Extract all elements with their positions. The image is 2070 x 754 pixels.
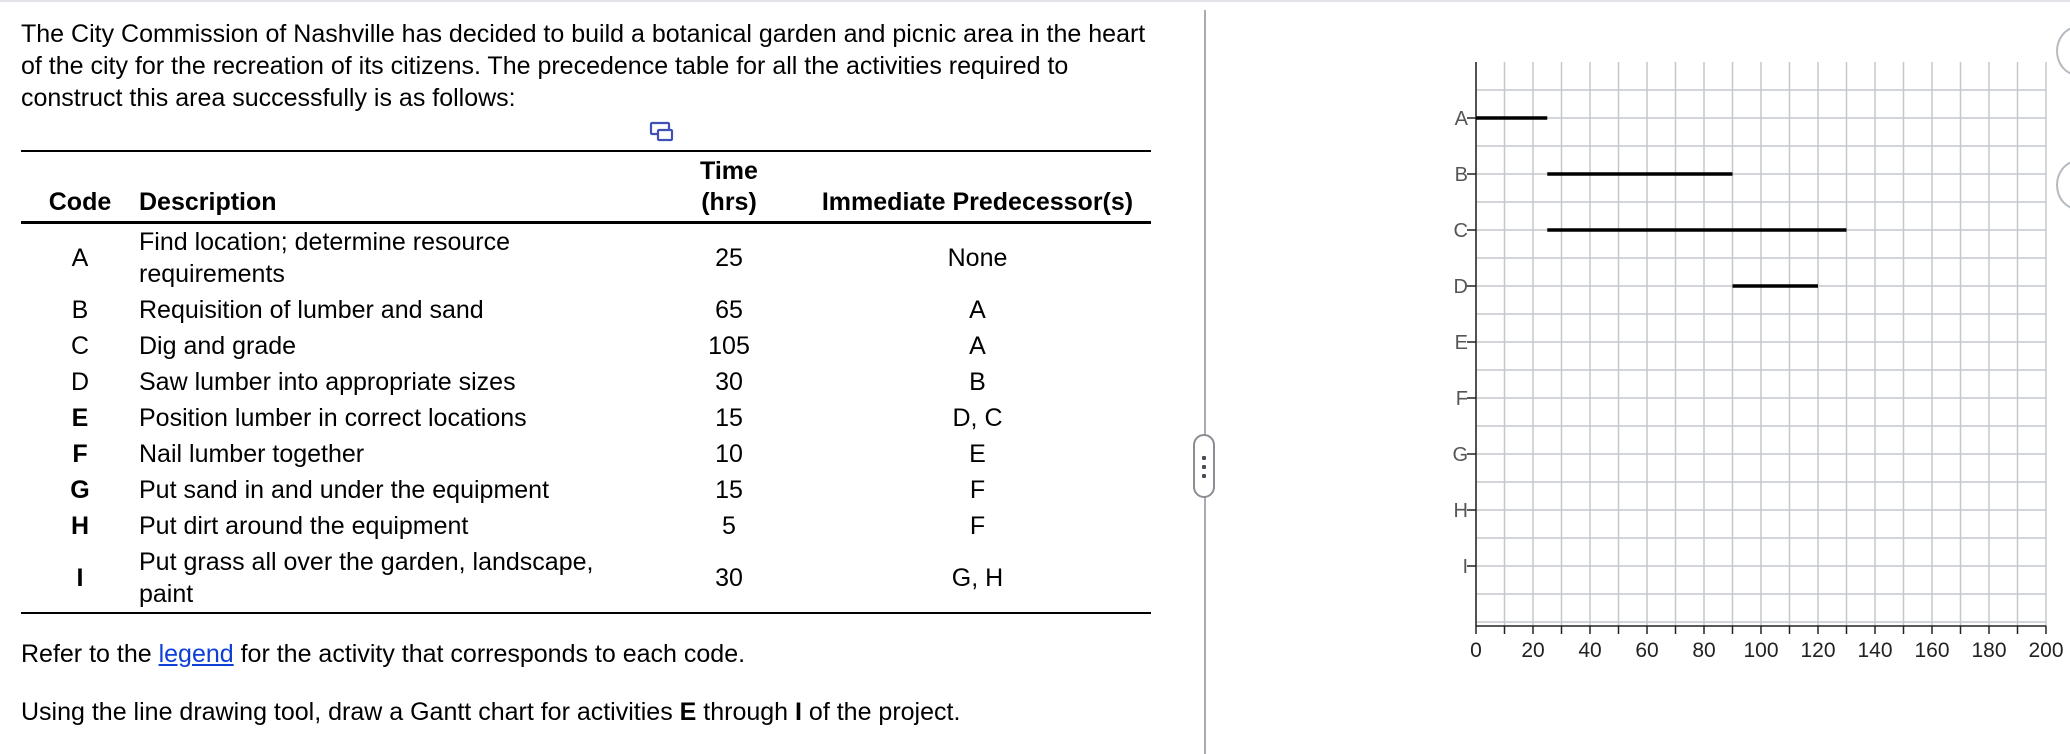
header-time-label: Time (hrs) xyxy=(700,157,758,216)
instruction-after: of the project. xyxy=(801,698,961,726)
x-tick-label: 140 xyxy=(1857,639,1893,662)
row-label-a: A xyxy=(1454,108,1468,130)
row-description: Nail lumber together xyxy=(139,440,365,468)
row-predecessors: F xyxy=(969,512,986,540)
row-time: 65 xyxy=(715,296,743,324)
x-tick-label: 120 xyxy=(1800,639,1836,662)
row-predecessors: None xyxy=(947,244,1008,272)
row-label-e: E xyxy=(1454,332,1468,354)
row-code: E xyxy=(71,404,89,432)
legend-link[interactable]: legend xyxy=(158,640,234,668)
x-tick-label: 0 xyxy=(1470,639,1482,662)
row-time: 15 xyxy=(715,476,743,504)
row-time: 5 xyxy=(722,512,736,540)
row-predecessors: E xyxy=(969,440,986,468)
row-label-b: B xyxy=(1454,164,1468,186)
row-code: C xyxy=(70,332,90,360)
x-tick-label: 40 xyxy=(1578,639,1602,662)
instruction-activity-i: I xyxy=(795,698,802,726)
row-description: Saw lumber into appropriate sizes xyxy=(139,368,516,396)
row-predecessors: D, C xyxy=(952,404,1003,432)
row-code: A xyxy=(71,244,89,272)
x-tick-label: 20 xyxy=(1521,639,1545,662)
instruction-middle: through xyxy=(696,698,796,726)
row-description: Put grass all over the garden, landscape, paint xyxy=(139,548,594,608)
x-tick-label: 200 xyxy=(2028,639,2064,662)
row-time: 15 xyxy=(715,404,743,432)
row-time: 30 xyxy=(715,368,743,396)
row-time: 10 xyxy=(715,440,743,468)
problem-intro: The City Commission of Nashville has decided to build a botanical garden and picnic area in the heart of the city for the recreation of its citizens. The precedence table for all the activities required to construct this area successfully is as follows: xyxy=(21,20,1146,112)
row-code: B xyxy=(71,296,89,324)
x-tick-label: 60 xyxy=(1635,639,1659,662)
row-description: Dig and grade xyxy=(139,332,297,360)
row-description: Put sand in and under the equipment xyxy=(139,476,550,504)
header-code: Code xyxy=(48,188,112,216)
row-description: Put dirt around the equipment xyxy=(139,512,469,540)
header-predecessors: Immediate Predecessor(s) xyxy=(821,188,1134,216)
row-label-c: C xyxy=(1453,220,1468,242)
row-label-f: F xyxy=(1455,388,1468,410)
row-label-h: H xyxy=(1453,500,1468,522)
row-label-d: D xyxy=(1453,276,1468,298)
row-code: F xyxy=(72,440,88,468)
row-label-g: G xyxy=(1452,444,1468,466)
refer-text-after: for the activity that corresponds to each code. xyxy=(233,640,746,668)
row-description: Position lumber in correct locations xyxy=(139,404,527,432)
x-tick-label: 160 xyxy=(1914,639,1950,662)
row-predecessors: G, H xyxy=(951,564,1004,592)
x-tick-label: 180 xyxy=(1971,639,2007,662)
row-time: 30 xyxy=(715,564,743,592)
row-predecessors: F xyxy=(969,476,986,504)
row-time: 25 xyxy=(715,244,743,272)
x-tick-label: 100 xyxy=(1743,639,1779,662)
row-predecessors: B xyxy=(969,368,986,396)
row-predecessors: A xyxy=(969,296,986,324)
row-label-i: I xyxy=(1462,556,1468,578)
x-tick-label: 80 xyxy=(1692,639,1716,662)
row-time: 105 xyxy=(708,332,750,360)
header-description: Description xyxy=(139,188,277,216)
row-code: H xyxy=(70,512,90,540)
row-predecessors: A xyxy=(969,332,986,360)
row-code: I xyxy=(76,564,84,592)
row-description: Find location; determine resource requirements xyxy=(139,228,511,288)
row-code: D xyxy=(70,368,90,396)
refer-text-before: Refer to the xyxy=(21,640,159,668)
instruction-before: Using the line drawing tool, draw a Gantt chart for activities xyxy=(21,698,680,726)
row-code: G xyxy=(70,476,90,504)
row-description: Requisition of lumber and sand xyxy=(139,296,484,324)
instruction-activity-e: E xyxy=(679,698,697,726)
